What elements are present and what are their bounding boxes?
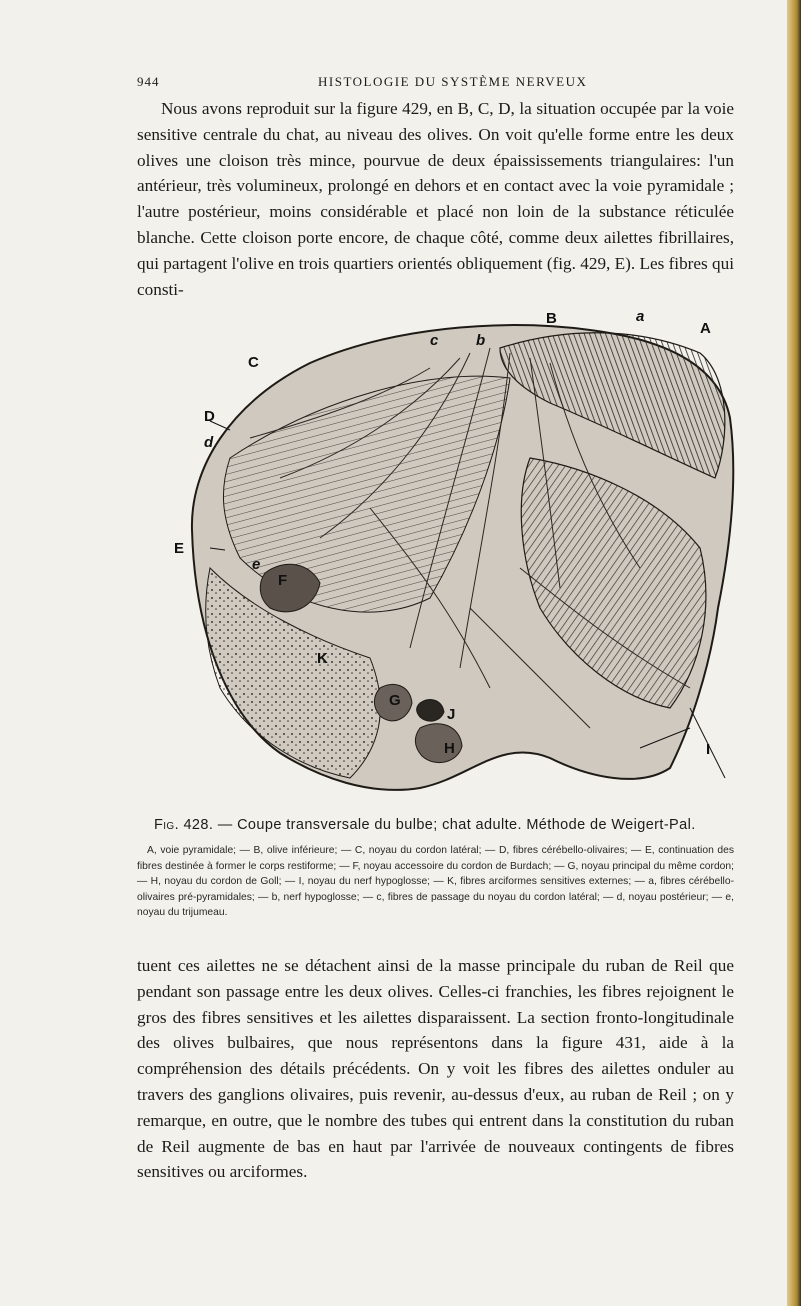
figure-caption bbox=[154, 817, 734, 833]
running-title: HISTOLOGIE DU SYSTÈME NERVEUX bbox=[318, 74, 588, 89]
label-e: e bbox=[252, 556, 261, 573]
page-number: 944 bbox=[137, 74, 160, 89]
legend-text: A, voie pyramidale; — B, olive inférieure; — C, noyau du cordon latéral; — D, fibres cérébello-olivaires; — E, continuation des fibres destinée à former le corps restiforme; — F, noyau accessoire du cordon de Burdach; — G, noyau principal du même cordon; — H, noyau du cordon de Goll; — I, noyau du nerf hypoglosse; — K, fibres arciformes sensitives externes; — a, fibres cérébello-olivaires pré-pyramidales; — b, nerf hypoglosse; — c, fibres de passage du noyau du cordon latéral; — d, noyau postérieur; — e, noyau du trijumeau. bbox=[137, 845, 734, 919]
body-paragraph-2 bbox=[137, 953, 734, 1185]
page-edge bbox=[787, 0, 801, 1306]
paragraph-text-1: Nous avons reproduit sur la figure 429, en B, C, D, la situation occupée par la voie sensitive centrale du chat, au niveau des olives. On voit qu'elle forme entre les deux olives une cloison très mince, pourvue de deux épaississements triangulaires: l'un antérieur, très volumineux, prolongé en dehors et en contact avec la voie pyramidale ; l'autre postérieur, moins considérable et placé non loin de la substance réticulée blanche. Cette cloison porte encore, de chaque côté, comme deux ailettes fibrillaires, qui partagent l'olive en trois quartiers orientés obliquement (fig. 429, E). Les fibres qui consti- bbox=[137, 99, 734, 299]
paragraph-text-2: tuent ces ailettes ne se détachent ainsi de la masse principale du ruban de Reil que pendant son passage entre les deux olives. Celles-ci franchies, les fibres rejoignent le gros des fibres sensitives et les ailettes disparaissent. La section fronto-longitudinale des olives bulbaires, que nous représentons dans la figure 431, aide à la compréhension des détails précédents. On y voit les fibres des ailettes onduler au travers des ganglions olivaires, puis revenir, au-dessus d'eux, au ruban de Reil ; on y remarque, en outre, que le nombre des tubes qui entrent dans la constitution du ruban de Reil augmente de bas en haut par l'arrivée de nouveaux contingents de fibres sensitives ou arciformes. bbox=[137, 956, 734, 1182]
label-E: E bbox=[174, 540, 185, 557]
label-D: D bbox=[204, 408, 215, 425]
nucleus-j bbox=[417, 700, 444, 722]
running-header bbox=[0, 74, 780, 96]
label-C: C bbox=[248, 354, 259, 371]
figure-title: — Coupe transversale du bulbe; chat adulte. Méthode de Weigert-Pal. bbox=[217, 817, 696, 833]
label-B: B bbox=[546, 310, 557, 327]
label-G: G bbox=[389, 692, 401, 709]
label-a: a bbox=[636, 308, 645, 325]
label-c: c bbox=[430, 332, 439, 349]
label-b: b bbox=[476, 332, 486, 349]
label-I: I bbox=[706, 741, 711, 758]
label-d: d bbox=[204, 434, 214, 451]
body-paragraph-1 bbox=[137, 96, 734, 302]
figure-428 bbox=[170, 308, 745, 800]
label-H: H bbox=[444, 740, 455, 757]
label-F: F bbox=[278, 572, 288, 589]
label-J: J bbox=[447, 706, 456, 723]
label-K: K bbox=[317, 650, 328, 667]
bulb-section-illustration bbox=[170, 308, 745, 800]
figure-legend bbox=[137, 843, 734, 921]
label-A: A bbox=[700, 320, 711, 337]
figure-number: Fig. 428. bbox=[154, 817, 214, 833]
